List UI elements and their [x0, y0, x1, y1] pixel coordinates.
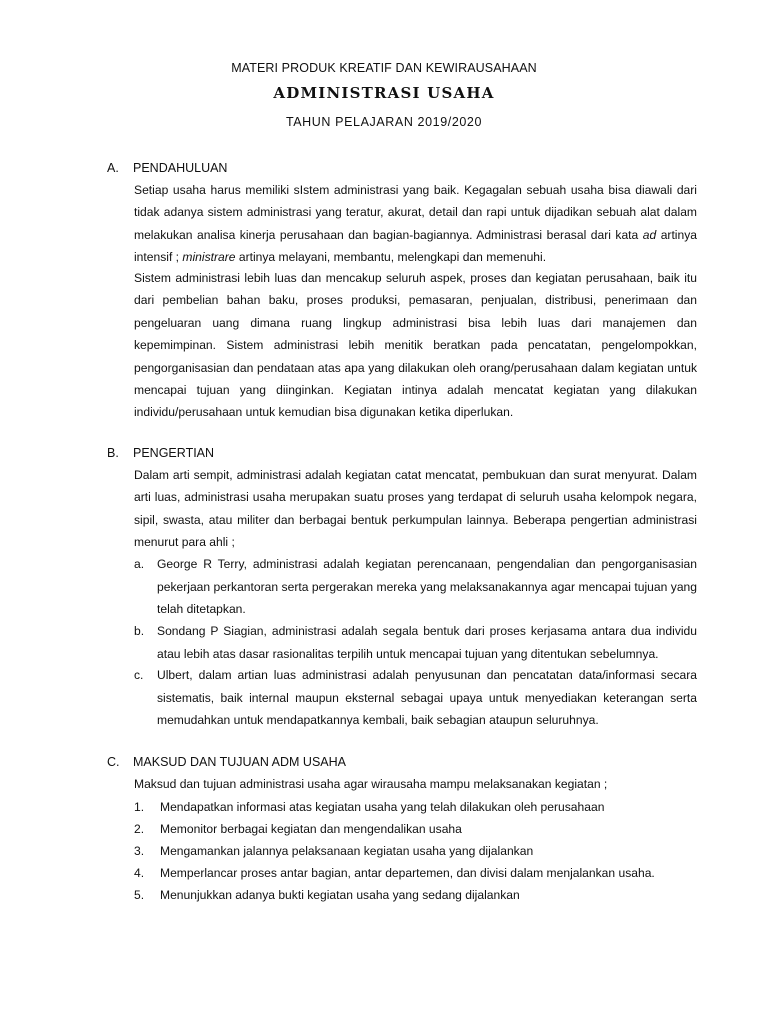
list-item — [134, 796, 697, 818]
list-item-text: Ulbert, dalam artian luas administrasi adalah penyusunan dan pencatatan data/informasi secara sistematis, baik internal maupun eksternal sebagai upaya untuk menyediakan keterangan serta memudahkan untuk mendapatkannya kembali, baik sebagian ataupun seluruhnya. — [157, 668, 697, 728]
section-a-paragraph-1 — [134, 179, 697, 269]
section-a-heading — [107, 161, 227, 175]
section-a-title: PENDAHULUAN — [133, 161, 228, 175]
list-item-text: Memperlancar proses antar bagian, antar departemen, dan divisi dalam menjalankan usaha. — [160, 866, 655, 880]
list-item — [134, 620, 697, 665]
section-a-p1-text-1: Setiap usaha harus memiliki sIstem administrasi yang baik. Kegagalan sebuah usaha bisa diawali dari tidak adanya sistem administrasi yang teratur, akurat, detail dan rapi untuk dijadikan sebuah alat dalam melakukan analisa kinerja perusahaan dan bagian-bagiannya. Administrasi berasal dari kata — [134, 183, 697, 242]
section-c-title: MAKSUD DAN TUJUAN ADM USAHA — [133, 755, 346, 769]
list-item-text: Menunjukkan adanya bukti kegiatan usaha yang sedang dijalankan — [160, 888, 520, 902]
term-ministrare: ministrare — [182, 250, 236, 265]
section-a-paragraph-2: Sistem administrasi lebih luas dan mencakup seluruh aspek, proses dan kegiatan perusahaan, baik itu dari pembelian bahan baku, proses produksi, pemasaran, penjualan, distribusi, penerimaan dan pengeluaran uang dimana ruang lingkup administrasi bisa lebih luas dari manajemen dan kepemimpinan. Sistem administrasi lebih menitik beratkan pada pencatatan, pengelompokkan, pengorganisasian dan pendataan atas apa yang dilakukan oleh orang/perusahaan dalam kegiatan untuk mencapai tujuan yang diinginkan. Kegiatan intinya adalah mencatat kegiatan yang dilakukan individu/perusahaan untuk kemudian bisa digunakan ketika diperlukan. — [134, 271, 697, 420]
section-b-letter: B. — [107, 446, 119, 460]
section-c-heading — [107, 755, 346, 769]
section-c-intro: Maksud dan tujuan administrasi usaha agar wirausaha mampu melaksanakan kegiatan ; — [134, 777, 608, 791]
list-item-text: Sondang P Siagian, administrasi adalah segala bentuk dari proses kerjasama antara dua individu atau lebih atas dasar rasionalitas terpilih untuk mencapai tujuan yang ditentukan sebelumnya. — [157, 624, 697, 661]
list-item-marker: 5. — [134, 888, 145, 902]
document-subject: MATERI PRODUK KREATIF DAN KEWIRAUSAHAAN — [231, 61, 537, 75]
list-item-text: Memonitor berbagai kegiatan dan mengendalikan usaha — [160, 822, 462, 836]
list-item — [134, 840, 697, 862]
list-item-text: Mengamankan jalannya pelaksanaan kegiatan usaha yang dijalankan — [160, 844, 534, 858]
document-year: TAHUN PELAJARAN 2019/2020 — [285, 115, 483, 129]
list-item-marker: c. — [134, 668, 144, 682]
list-item-text: Mendapatkan informasi atas kegiatan usaha yang telah dilakukan oleh perusahaan — [160, 800, 605, 814]
section-a-letter: A. — [107, 161, 119, 175]
list-item-marker: 1. — [134, 800, 145, 814]
list-item-marker: 4. — [134, 866, 145, 880]
list-item — [134, 553, 697, 621]
term-ad: ad — [642, 227, 657, 242]
document-title: ADMINISTRASI USAHA — [273, 84, 495, 102]
section-b-heading — [107, 446, 214, 460]
section-c-letter: C. — [107, 755, 120, 769]
section-b-title: PENGERTIAN — [133, 446, 215, 460]
list-item-marker: 2. — [134, 822, 145, 836]
list-item — [134, 884, 697, 906]
list-item-text: George R Terry, administrasi adalah kegiatan perencanaan, pengendalian dan pengorganisasian pekerjaan perkantoran serta pergerakan mereka yang melaksanakannya agar mencapai tujuan yang telah ditetapkan. — [157, 557, 697, 617]
list-item-marker: a. — [134, 557, 145, 571]
section-b-intro: Dalam arti sempit, administrasi adalah kegiatan catat mencatat, pembukuan dan surat menyurat. Dalam arti luas, administrasi usaha merupakan suatu proses yang terdapat di seluruh usaha kelompok negara, sipil, swasta, atau militer dan berbagai bentuk perkumpulan lainnya. Beberapa pengertian administrasi menurut para ahli ; — [134, 468, 697, 550]
list-item-marker: 3. — [134, 844, 145, 858]
section-a-p1-text-3: artinya melayani, membantu, melengkapi dan memenuhi. — [235, 250, 547, 265]
section-a-p1-text-2: artinya intensif ; — [134, 227, 697, 265]
list-item — [134, 664, 697, 732]
list-item — [134, 818, 697, 840]
list-item-marker: b. — [134, 624, 145, 638]
list-item — [134, 862, 697, 884]
